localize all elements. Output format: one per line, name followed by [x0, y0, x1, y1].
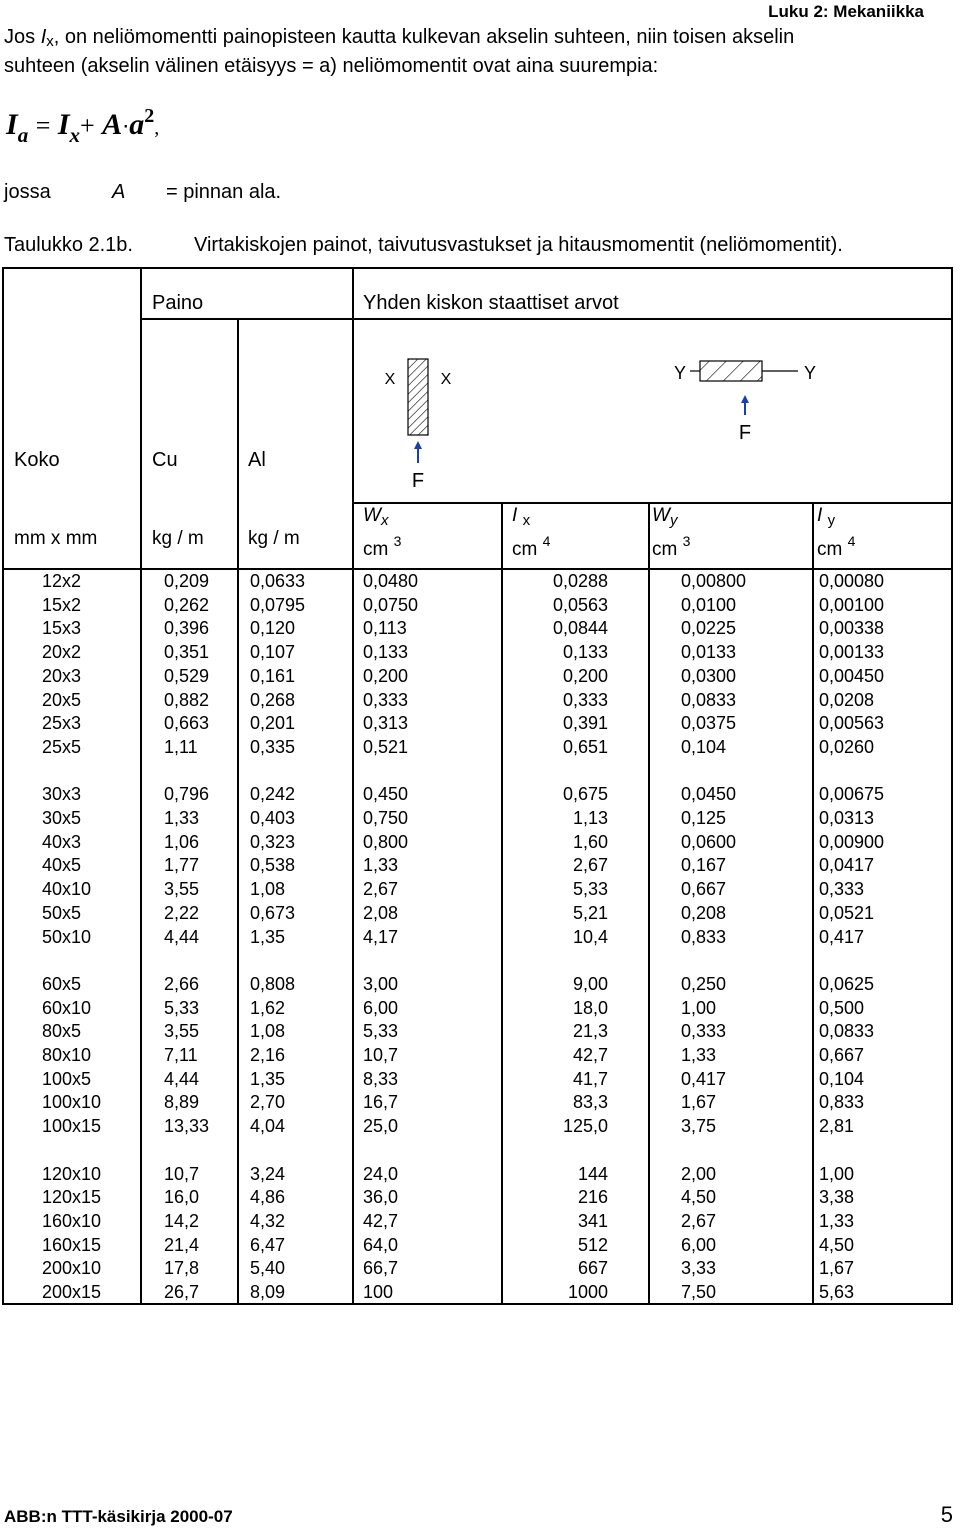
cell-wx: 25,0: [363, 1116, 399, 1137]
cell-size: 20x3: [42, 665, 82, 686]
cell-size: 12x2: [42, 571, 82, 591]
cell-cu-weight: 0,796: [164, 784, 210, 805]
wy-sub: y: [669, 512, 678, 529]
cell-wy: 2,67: [681, 1210, 717, 1231]
column-header-cu: Cu: [152, 449, 178, 471]
cell-wx: 3,00: [363, 973, 399, 994]
cell-wx: 10,7: [363, 1045, 399, 1065]
cell-al-weight: 0,403: [250, 808, 296, 828]
cell-wy: 0,0133: [681, 642, 737, 663]
cell-wx: 0,113: [363, 618, 407, 639]
cell-wx: 36,0: [363, 1187, 399, 1208]
cell-size: 80x5: [42, 1021, 82, 1042]
cell-al-weight: 1,08: [250, 1021, 286, 1042]
cell-ix: 512: [577, 1234, 608, 1255]
cell-ix: 1,13: [572, 808, 608, 828]
force-label: F: [411, 470, 425, 492]
cell-cu-weight: 0,351: [164, 642, 210, 663]
cell-wy: 0,167: [681, 855, 727, 876]
cell-wx: 1,33: [363, 855, 399, 876]
cell-ix: 9,00: [572, 973, 608, 994]
header-iy-symbol: [817, 505, 835, 527]
cell-wx: 6,00: [363, 997, 399, 1018]
table-row: [4, 1021, 955, 1045]
ix-unit: cm: [512, 539, 538, 560]
cell-wy: 0,833: [681, 926, 727, 947]
formula-plus: +: [80, 111, 95, 140]
ix-exp: 4: [542, 533, 551, 549]
formula-i: I: [6, 108, 18, 141]
cell-wy: 0,417: [681, 1068, 727, 1089]
intro-symbol-i: I: [40, 26, 47, 48]
table-row: [4, 1164, 955, 1188]
cell-al-weight: 0,242: [250, 784, 296, 805]
cell-cu-weight: 14,2: [164, 1210, 200, 1231]
cell-ix: 0,675: [562, 784, 608, 805]
table-row: [4, 808, 955, 832]
table-row: [4, 974, 955, 998]
cell-cu-weight: 1,06: [164, 831, 200, 852]
page-number: 5: [940, 1502, 953, 1527]
wx-sub: x: [380, 512, 389, 529]
cell-wy: 7,50: [681, 1282, 717, 1302]
cell-cu-weight: 3,55: [164, 879, 200, 900]
cell-wy: 1,00: [681, 997, 717, 1018]
cell-wy: 0,104: [681, 736, 727, 757]
cell-iy: 0,00100: [819, 594, 885, 615]
cell-ix: 1,60: [572, 831, 608, 852]
grid-line: [4, 568, 953, 570]
formula-a-sub: a: [17, 123, 29, 147]
ix-sym: I: [512, 505, 518, 526]
cell-wy: 0,0225: [681, 618, 737, 639]
table-row: [4, 737, 955, 761]
cell-al-weight: 0,201: [250, 713, 296, 734]
horizontal-busbar-section: [700, 361, 762, 381]
cell-wx: 0,450: [363, 784, 409, 805]
cell-wx: 2,08: [363, 902, 399, 923]
cell-cu-weight: 0,882: [164, 689, 210, 710]
cell-ix: 125,0: [562, 1116, 608, 1137]
cell-iy: 0,0833: [819, 1021, 875, 1042]
cell-cu-weight: 7,11: [164, 1045, 198, 1065]
cell-ix: 0,200: [562, 665, 608, 686]
intro-line-2: suhteen (akselin välinen etäisyys = a) neliömomentit ovat aina suurempia:: [4, 55, 659, 77]
cell-al-weight: 8,09: [250, 1282, 286, 1302]
table-row: [4, 690, 955, 714]
cell-iy: 0,0417: [819, 855, 875, 876]
cell-iy: 0,0521: [819, 902, 875, 923]
cell-iy: 0,00080: [819, 571, 885, 591]
cell-cu-weight: 8,89: [164, 1092, 200, 1113]
cell-ix: 83,3: [572, 1092, 608, 1113]
cell-ix: 0,0563: [552, 594, 608, 615]
cell-wx: 66,7: [363, 1258, 399, 1279]
cell-size: 160x15: [42, 1234, 102, 1255]
cell-cu-weight: 0,396: [164, 618, 210, 639]
cell-wx: 16,7: [363, 1092, 399, 1113]
vertical-busbar-diagram: [364, 353, 464, 493]
cell-ix: 42,7: [572, 1045, 608, 1065]
wx-unit: cm: [363, 539, 389, 560]
cell-al-weight: 5,40: [250, 1258, 286, 1279]
table-row: [4, 1282, 955, 1306]
cell-al-weight: 0,335: [250, 736, 296, 757]
vertical-busbar-section: [408, 359, 428, 435]
cell-cu-weight: 2,66: [164, 973, 200, 994]
cell-size: 100x5: [42, 1068, 92, 1089]
cell-iy: 1,00: [819, 1163, 855, 1184]
cell-al-weight: 4,04: [250, 1116, 286, 1137]
cell-al-weight: 0,673: [250, 902, 296, 923]
cell-ix: 667: [577, 1258, 608, 1279]
table-row: [4, 1187, 955, 1211]
column-header-koko: Koko: [14, 449, 60, 471]
chapter-header: Luku 2: Mekaniikka: [768, 2, 924, 21]
cell-wx: 0,0480: [363, 571, 419, 591]
definition-symbol: A: [112, 181, 126, 203]
cell-cu-weight: 4,44: [164, 926, 200, 947]
header-wx-unit: [363, 533, 402, 561]
column-header-al: Al: [248, 449, 266, 471]
cell-size: 100x15: [42, 1116, 102, 1137]
header-iy-unit: [817, 533, 856, 561]
cell-wy: 0,0833: [681, 689, 737, 710]
cell-ix: 41,7: [572, 1068, 608, 1089]
table-row: [4, 1235, 955, 1259]
cell-ix: 0,391: [562, 713, 608, 734]
iy-unit: cm: [817, 539, 843, 560]
cell-wx: 0,0750: [363, 594, 419, 615]
cell-wx: 0,521: [363, 736, 409, 757]
wx-sym: W: [363, 505, 381, 526]
unit-al: kg / m: [248, 528, 300, 549]
cell-ix: 341: [577, 1210, 608, 1231]
table-row: [4, 618, 955, 642]
table-row: [4, 595, 955, 619]
cell-ix: 0,651: [562, 736, 608, 757]
cell-size: 160x10: [42, 1210, 102, 1231]
cell-wy: 2,00: [681, 1163, 717, 1184]
cell-size: 40x3: [42, 831, 82, 852]
cell-iy: 0,417: [819, 926, 865, 947]
formula-distance: a: [129, 108, 145, 141]
formula-x-sub: x: [69, 123, 81, 147]
cell-ix: 144: [577, 1163, 608, 1184]
unit-cu: kg / m: [152, 528, 204, 549]
cell-size: 120x15: [42, 1187, 102, 1208]
intro-symbol-sub: x: [46, 33, 54, 50]
grid-line: [140, 318, 953, 320]
cell-al-weight: 1,08: [250, 879, 286, 900]
cell-wy: 0,0600: [681, 831, 737, 852]
cell-wx: 0,133: [363, 642, 409, 663]
y-axis-label-right: Y: [803, 363, 817, 383]
cell-iy: 0,0208: [819, 689, 875, 710]
cell-wy: 3,75: [681, 1116, 717, 1137]
cell-wy: 0,0300: [681, 665, 737, 686]
cell-iy: 5,63: [819, 1282, 855, 1302]
header-wy-unit: [652, 533, 691, 561]
cell-wx: 2,67: [363, 879, 399, 900]
cell-cu-weight: 5,33: [164, 997, 200, 1018]
force-arrowhead: [741, 395, 749, 403]
cell-al-weight: 0,161: [250, 665, 296, 686]
cell-al-weight: 0,0795: [250, 594, 306, 615]
cell-wx: 5,33: [363, 1021, 399, 1042]
cell-cu-weight: 17,8: [164, 1258, 200, 1279]
cell-ix: 5,33: [572, 879, 608, 900]
cell-iy: 0,333: [819, 879, 865, 900]
table-row: [4, 1258, 955, 1282]
cell-size: 30x3: [42, 784, 82, 805]
table-row: [4, 855, 955, 879]
cell-cu-weight: 26,7: [164, 1282, 200, 1302]
cell-size: 40x10: [42, 879, 92, 900]
cell-wy: 6,00: [681, 1234, 717, 1255]
cell-size: 20x5: [42, 689, 82, 710]
definition-word: jossa: [4, 181, 51, 203]
wy-unit: cm: [652, 539, 678, 560]
header-ix-unit: [512, 533, 551, 561]
cell-wx: 4,17: [363, 926, 399, 947]
cell-cu-weight: 0,529: [164, 665, 210, 686]
ix-sub: x: [522, 512, 531, 529]
header-wx-symbol: [363, 505, 388, 527]
cell-size: 25x5: [42, 736, 82, 757]
cell-wy: 1,33: [681, 1045, 717, 1065]
cell-iy: 0,00450: [819, 665, 885, 686]
cell-wy: 0,250: [681, 973, 727, 994]
cell-al-weight: 2,16: [250, 1045, 286, 1065]
cell-al-weight: 3,24: [250, 1163, 286, 1184]
cell-iy: 0,500: [819, 997, 865, 1018]
iy-exp: 4: [847, 533, 856, 549]
table-row: [4, 1092, 955, 1116]
cell-cu-weight: 21,4: [164, 1234, 200, 1255]
force-arrowhead: [414, 441, 422, 449]
cell-wx: 64,0: [363, 1234, 399, 1255]
data-table: [2, 267, 953, 1305]
cell-iy: 0,00900: [819, 831, 885, 852]
cell-size: 50x10: [42, 926, 92, 947]
group-header-paino: Paino: [152, 292, 204, 314]
table-row: [4, 666, 955, 690]
cell-size: 50x5: [42, 902, 82, 923]
table-row: [4, 879, 955, 903]
table-row: [4, 998, 955, 1022]
cell-size: 60x5: [42, 973, 82, 994]
cell-al-weight: 0,0633: [250, 571, 306, 591]
formula-dot: ⋅: [122, 114, 130, 139]
cell-iy: 1,67: [819, 1258, 855, 1279]
cell-iy: 2,81: [819, 1116, 855, 1137]
cell-wy: 3,33: [681, 1258, 717, 1279]
y-axis-label-left: Y: [673, 363, 687, 383]
cell-size: 120x10: [42, 1163, 102, 1184]
table-row: [4, 903, 955, 927]
cell-wx: 42,7: [363, 1210, 399, 1231]
cell-al-weight: 0,323: [250, 831, 296, 852]
intro-line-1: [4, 26, 794, 49]
unit-size: mm x mm: [14, 528, 98, 549]
cell-iy: 0,0313: [819, 808, 875, 828]
cell-wy: 0,125: [681, 808, 727, 828]
cell-wy: 0,00800: [681, 571, 747, 591]
iy-sub: y: [827, 512, 836, 529]
cell-iy: 0,667: [819, 1045, 865, 1065]
cell-size: 200x10: [42, 1258, 102, 1279]
cell-wx: 0,333: [363, 689, 409, 710]
cell-ix: 0,0288: [552, 571, 608, 591]
formula-area: A: [102, 108, 123, 141]
cell-al-weight: 0,107: [250, 642, 296, 663]
cell-iy: 4,50: [819, 1234, 855, 1255]
cell-cu-weight: 1,77: [164, 855, 200, 876]
intro-post: , on neliömomentti painopisteen kautta kulkevan akselin suhteen, niin toisen akselin: [53, 26, 795, 48]
force-label: F: [738, 422, 752, 444]
cell-wx: 100: [363, 1282, 394, 1302]
cell-al-weight: 4,32: [250, 1210, 286, 1231]
cell-ix: 18,0: [572, 997, 608, 1018]
steiner-formula: [6, 105, 160, 147]
cell-iy: 0,833: [819, 1092, 865, 1113]
cell-ix: 1000: [567, 1282, 608, 1302]
cell-size: 20x2: [42, 642, 82, 663]
cell-cu-weight: 13,33: [164, 1116, 210, 1137]
cell-iy: 0,00563: [819, 713, 885, 734]
cell-wy: 0,0375: [681, 713, 737, 734]
cell-cu-weight: 1,11: [164, 736, 198, 757]
definition-text: = pinnan ala.: [166, 181, 282, 203]
cell-ix: 216: [577, 1187, 608, 1208]
cell-iy: 1,33: [819, 1210, 855, 1231]
cell-size: 100x10: [42, 1092, 102, 1113]
cell-al-weight: 0,538: [250, 855, 296, 876]
cell-cu-weight: 10,7: [164, 1163, 200, 1184]
table-row: [4, 832, 955, 856]
cell-wy: 0,0100: [681, 594, 737, 615]
wy-sym: W: [652, 505, 670, 526]
cell-al-weight: 1,35: [250, 1068, 286, 1089]
cell-wy: 1,67: [681, 1092, 717, 1113]
cell-wx: 0,800: [363, 831, 409, 852]
table-row: [4, 1045, 955, 1069]
cell-al-weight: 0,808: [250, 973, 296, 994]
table-row: [4, 642, 955, 666]
table-row: [4, 784, 955, 808]
cell-size: 80x10: [42, 1045, 92, 1065]
cell-cu-weight: 0,209: [164, 571, 210, 591]
cell-iy: 0,00133: [819, 642, 885, 663]
formula-equals: =: [35, 111, 51, 140]
footer-source: ABB:n TTT-käsikirja 2000-07: [4, 1507, 233, 1526]
cell-cu-weight: 2,22: [164, 902, 200, 923]
table-caption-label: Taulukko 2.1b.: [4, 234, 133, 256]
table-row: [4, 571, 955, 595]
cell-al-weight: 0,120: [250, 618, 296, 639]
cell-cu-weight: 0,663: [164, 713, 210, 734]
cell-ix: 0,333: [562, 689, 608, 710]
cell-iy: 0,104: [819, 1068, 865, 1089]
wx-exp: 3: [393, 533, 402, 549]
cell-ix: 2,67: [572, 855, 608, 876]
wy-exp: 3: [682, 533, 691, 549]
cell-size: 200x15: [42, 1282, 102, 1302]
group-header-static: Yhden kiskon staattiset arvot: [363, 292, 619, 314]
cell-size: 30x5: [42, 808, 82, 828]
intro-pre: Jos: [4, 26, 41, 48]
x-axis-label-right: X: [440, 371, 452, 388]
table-row: [4, 713, 955, 737]
cell-wx: 8,33: [363, 1068, 399, 1089]
formula-i2: I: [57, 108, 70, 141]
cell-cu-weight: 0,262: [164, 594, 210, 615]
cell-size: 25x3: [42, 713, 82, 734]
table-caption-text: Virtakiskojen painot, taivutusvastukset ja hitausmomentit (neliömomentit).: [194, 234, 843, 256]
header-ix-symbol: [512, 505, 530, 527]
cell-ix: 21,3: [572, 1021, 608, 1042]
cell-iy: 0,0260: [819, 736, 875, 757]
cell-size: 60x10: [42, 997, 92, 1018]
cell-size: 15x3: [42, 618, 82, 639]
x-axis-label-left: X: [384, 371, 396, 388]
cell-cu-weight: 16,0: [164, 1187, 200, 1208]
formula-exponent: 2: [144, 105, 155, 127]
table-row: [4, 1116, 955, 1140]
table-row: [4, 1069, 955, 1093]
cell-size: 15x2: [42, 594, 82, 615]
cell-al-weight: 4,86: [250, 1187, 286, 1208]
iy-sym: I: [817, 505, 823, 526]
formula-comma: ,: [154, 117, 160, 139]
cell-iy: 0,0625: [819, 973, 875, 994]
cell-wx: 0,200: [363, 665, 409, 686]
cell-wy: 0,208: [681, 902, 727, 923]
cell-wx: 0,313: [363, 713, 409, 734]
header-wy-symbol: [652, 505, 677, 527]
cell-al-weight: 0,268: [250, 689, 296, 710]
cell-cu-weight: 3,55: [164, 1021, 200, 1042]
cell-wy: 0,667: [681, 879, 727, 900]
cell-al-weight: 2,70: [250, 1092, 286, 1113]
cell-ix: 10,4: [572, 926, 608, 947]
cell-cu-weight: 4,44: [164, 1068, 200, 1089]
cell-iy: 0,00675: [819, 784, 885, 805]
cell-al-weight: 1,35: [250, 926, 286, 947]
cell-wy: 4,50: [681, 1187, 717, 1208]
cell-size: 40x5: [42, 855, 82, 876]
table-row: [4, 1211, 955, 1235]
table-row: [4, 927, 955, 951]
cell-wx: 24,0: [363, 1163, 399, 1184]
cell-ix: 0,0844: [552, 618, 608, 639]
cell-al-weight: 1,62: [250, 997, 286, 1018]
cell-ix: 0,133: [562, 642, 608, 663]
cell-al-weight: 6,47: [250, 1234, 286, 1255]
cell-wx: 0,750: [363, 808, 409, 828]
cell-ix: 5,21: [572, 902, 608, 923]
cell-wy: 0,333: [681, 1021, 727, 1042]
cell-wy: 0,0450: [681, 784, 737, 805]
cell-cu-weight: 1,33: [164, 808, 200, 828]
horizontal-busbar-diagram: [664, 355, 834, 445]
grid-line: [352, 502, 953, 504]
cell-iy: 3,38: [819, 1187, 855, 1208]
cell-iy: 0,00338: [819, 618, 885, 639]
